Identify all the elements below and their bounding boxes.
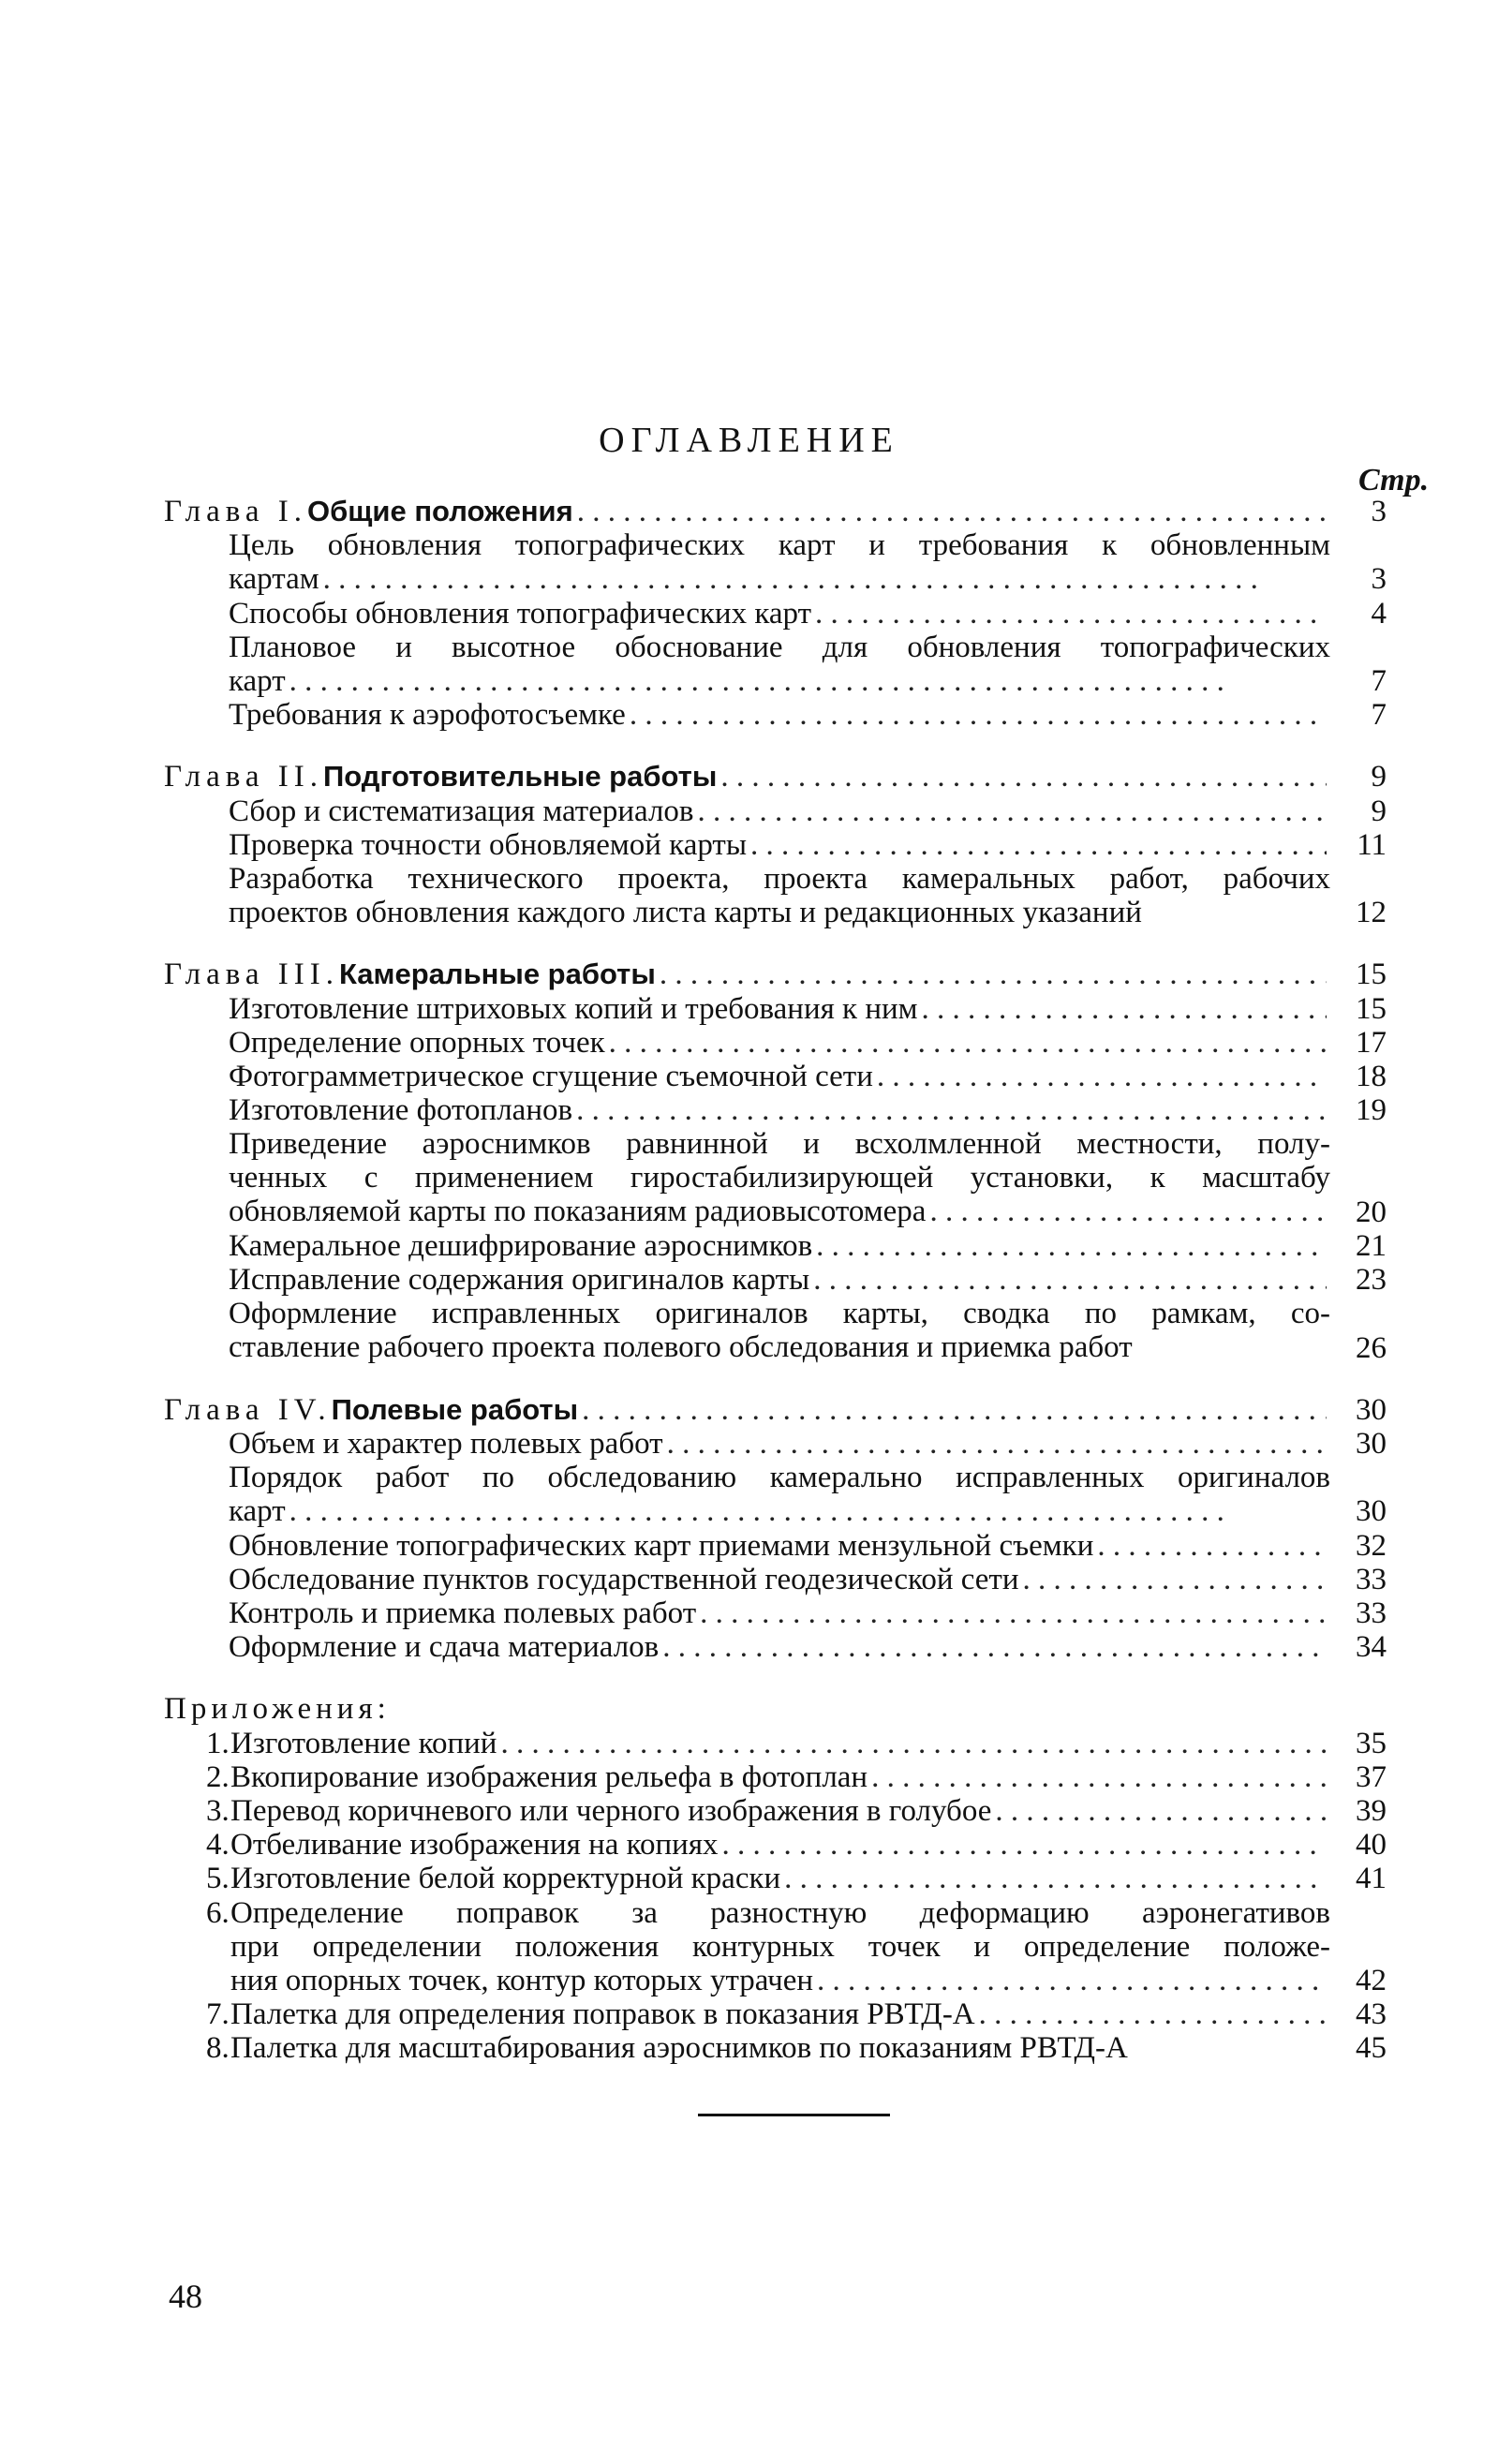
appendix-item[interactable] [206,1726,1330,1760]
toc-item[interactable] [229,698,1330,732]
entry-last-line [229,597,1330,631]
entry-line: Цель обновления топографических карт и требования к обновленным [229,528,1330,563]
leader-dots [815,597,1327,631]
entry-text: Исправление содержания оригиналов карты [229,1263,810,1298]
entry-page-number: 45 [1356,2031,1387,2066]
toc-item[interactable] [229,1529,1330,1563]
toc-item[interactable] [229,1263,1330,1297]
entry-last-line [229,1596,1330,1630]
entry-page-number: 7 [1371,664,1387,698]
entry-page-number: 33 [1356,1596,1387,1630]
toc-item[interactable] [229,1630,1330,1664]
appendix-item[interactable] [206,2031,1330,2066]
entry-last-line [229,664,1330,698]
entry-page-number: 26 [1356,1330,1387,1365]
leader-dots [667,1427,1327,1461]
entry-last-line [229,1093,1330,1127]
entry-text: Фотограмметрическое сгущение съемочной сети [229,1060,873,1093]
entry-page-number: 37 [1356,1759,1387,1794]
entry-page-number: 12 [1356,896,1387,930]
leader-dots [582,1393,1327,1427]
entry-line: Плановое и высотное обоснование для обновления топографических [229,630,1330,664]
entry-text: Камеральное дешифрирование аэроснимков [229,1229,813,1263]
chapter-label: Глава IV. [164,1392,332,1427]
entry-page-number: 9 [1371,794,1387,828]
entry-text: Способы обновления топографических карт [229,596,812,631]
entry-last-line [229,1195,1330,1228]
chapter-label: Глава II. [164,760,323,794]
entry-page-number: 32 [1356,1528,1387,1563]
entry-last-line [229,1630,1330,1664]
entry-text: Изготовление копий [230,1726,497,1760]
entry-page-number: 19 [1356,1093,1387,1128]
toc-item[interactable] [229,1297,1330,1364]
entry-text: Перевод коричневого или черного изображения в голубое [230,1794,992,1828]
entry-last-line [229,1563,1330,1596]
entry-last-line [229,992,1330,1026]
chapter-page-number: 9 [1371,760,1387,794]
leader-dots [660,957,1327,991]
leader-dots [1097,1529,1327,1563]
entry-last-line [230,1828,1330,1862]
leader-dots [577,495,1327,528]
entry-page-number: 7 [1371,698,1387,733]
entry-last-line [229,562,1330,596]
entry-last-line [229,1427,1330,1461]
chapter-heading[interactable] [164,495,1330,528]
chapter-heading[interactable] [164,760,1330,794]
entry-line: Порядок работ по обследованию камерально исправленных оригиналов [229,1461,1330,1495]
entry-line: при определении положения контурных точек и определение положе- [230,1929,1330,1964]
entry-last-line [229,1229,1330,1263]
chapter-page-number: 15 [1356,957,1387,992]
entry-page-number: 4 [1371,596,1387,631]
appendix-item[interactable] [206,1794,1330,1828]
appendix-item[interactable] [206,1862,1330,1896]
chapter-title: Камеральные работы [338,957,656,991]
entry-text: Оформление и сдача материалов [229,1630,660,1665]
entry-page-number: 33 [1356,1562,1387,1596]
closing-rule [698,2114,890,2116]
entry-page-number: 11 [1357,827,1387,862]
chapter-label: Глава III. [164,957,339,992]
chapter-heading[interactable] [164,1393,1330,1427]
leader-dots [609,1026,1327,1060]
chapter-title: Общие положения [307,495,573,527]
chapter-page-number: 30 [1356,1392,1387,1427]
toc-item[interactable] [229,631,1330,698]
entry-page-number: 18 [1356,1060,1387,1093]
entry-text: Обновление топографических карт приемами мензульной съемки [229,1528,1094,1563]
entry-text: Определение опорных точек [229,1025,605,1060]
chapter-heading[interactable] [164,957,1330,991]
entry-text: Требования к аэрофотосъемке [229,698,626,733]
entry-page-number: 15 [1356,991,1387,1026]
leader-dots [995,1794,1327,1828]
appendix-number: 8. [206,2031,230,2066]
entry-last-line [230,1964,1330,1997]
toc-item[interactable] [229,528,1330,596]
toc-item[interactable] [229,1427,1330,1461]
leader-dots [1023,1563,1327,1596]
entry-page-number: 42 [1356,1964,1387,1997]
page-column-header: Стр. [1358,463,1430,497]
appendix-number: 5. [206,1862,230,1896]
entry-text: Изготовление штриховых копий и требования к ним [229,991,918,1026]
entry-last-line [229,698,1330,732]
entry-text: Проверка точности обновляемой карты [229,827,748,862]
toc-item[interactable] [229,1127,1330,1228]
entry-text: Вкопирование изображения рельефа в фотоплан [230,1759,868,1794]
entry-line: ченных с применением гиростабилизирующей установки, к масштабу [229,1161,1330,1195]
entry-text: ния опорных точек, контур которых утрачен [230,1963,814,1997]
entry-text: Сбор и систематизация материалов [229,794,694,828]
entry-last-line [230,1794,1330,1828]
toc-item[interactable] [229,1060,1330,1093]
entry-page-number: 30 [1356,1494,1387,1529]
entry-last-line [230,1760,1330,1794]
entry-line: Разработка технического проекта, проекта камеральных работ, рабочих [229,862,1330,896]
toc-item[interactable] [229,794,1330,828]
leader-dots [323,562,1327,596]
leader-dots [662,1630,1327,1664]
entry-page-number: 43 [1356,1997,1387,2032]
toc-item[interactable] [229,1563,1330,1596]
entry-line: Приведение аэроснимков равнинной и всхолмленной местности, полу- [229,1127,1330,1162]
appendix-number: 3. [206,1794,230,1828]
page-number: 48 [169,2278,202,2315]
appendix-number: 4. [206,1828,230,1863]
appendix-item[interactable] [206,1759,1330,1794]
appendix-number: 7. [206,1997,230,2032]
toc-item[interactable] [229,862,1330,929]
entry-text: Палетка для масштабирования аэроснимков по показаниям РВТД-А [230,2031,1128,2066]
entry-last-line [229,1330,1330,1364]
entry-page-number: 41 [1356,1862,1387,1896]
entry-last-line [230,2031,1330,2065]
entry-page-number: 35 [1356,1726,1387,1760]
chapter-title: Подготовительные работы [322,760,718,794]
entry-text: проектов обновления каждого листа карты и редакционных указаний [229,896,1142,929]
entry-last-line [229,1263,1330,1297]
entry-last-line [229,1494,1330,1528]
entry-last-line [230,1862,1330,1895]
entry-text: Объем и характер полевых работ [229,1427,663,1461]
entry-text: Отбеливание изображения на копиях [230,1828,719,1863]
toc-item[interactable] [229,992,1330,1026]
leader-dots [922,992,1327,1026]
entry-page-number: 30 [1356,1427,1387,1461]
entry-line: Оформление исправленных оригиналов карты, сводка по рамкам, со- [229,1297,1330,1331]
appendices-heading: Приложения: [164,1692,391,1727]
leader-dots [750,828,1327,862]
entry-last-line [229,1026,1330,1060]
leader-dots [813,1263,1327,1297]
chapter-title: Полевые работы [331,1392,579,1426]
entry-last-line [229,828,1330,862]
leader-dots [500,1727,1327,1760]
entry-page-number: 40 [1356,1828,1387,1863]
entry-text: Обследование пунктов государственной геодезической сети [229,1562,1019,1596]
leader-dots [816,1229,1327,1263]
chapter-page-number: 3 [1371,495,1387,528]
leader-dots [871,1760,1327,1794]
entry-line: Определение поправок за разностную деформацию аэронегативов [230,1895,1330,1930]
page-title: ОГЛАВЛЕНИЕ [599,421,899,460]
leader-dots [929,1195,1327,1228]
entry-page-number: 3 [1371,562,1387,597]
entry-page-number: 20 [1356,1195,1387,1229]
toc-item[interactable] [229,1093,1330,1127]
chapter-row [164,1393,1330,1427]
entry-text: Изготовление белой корректурной краски [230,1862,781,1896]
entry-last-line [230,1727,1330,1760]
chapter-label: Глава I. [164,495,307,528]
entry-last-line [229,794,1330,828]
entry-text: обновляемой карты по показаниям радиовысотомера [229,1195,927,1229]
appendix-item[interactable] [206,1895,1330,1997]
leader-dots [289,1494,1327,1528]
entry-text: Палетка для определения поправок в показания РВТД-А [230,1997,975,2032]
entry-last-line [229,896,1330,929]
entry-text: карт [229,663,286,698]
leader-dots [877,1060,1327,1093]
leader-dots [576,1093,1327,1127]
appendix-number: 2. [206,1759,230,1794]
entry-page-number: 39 [1356,1794,1387,1828]
appendix-item[interactable] [206,1828,1330,1863]
toc-item[interactable] [229,1026,1330,1060]
toc-item[interactable] [229,1461,1330,1528]
entry-page-number: 34 [1356,1630,1387,1665]
chapter-row [164,957,1330,991]
leader-dots [700,1596,1327,1630]
toc-item[interactable] [229,1229,1330,1263]
appendix-item[interactable] [206,1997,1330,2032]
leader-dots [722,1828,1327,1862]
entry-last-line [230,1997,1330,2031]
appendix-number: 6. [206,1895,230,1930]
toc-item[interactable] [229,597,1330,631]
entry-page-number: 17 [1356,1025,1387,1060]
entry-last-line [229,1060,1330,1093]
entry-text: карт [229,1494,286,1529]
toc-item[interactable] [229,1596,1330,1630]
appendix-number: 1. [206,1726,230,1760]
leader-dots [630,698,1327,732]
leader-dots [720,760,1327,794]
toc-item[interactable] [229,828,1330,862]
entry-text: ставление рабочего проекта полевого обследования и приемка работ [229,1330,1133,1365]
chapter-row [164,495,1330,528]
leader-dots [784,1862,1327,1895]
entry-text: Изготовление фотопланов [229,1093,573,1128]
leader-dots [979,1997,1327,2031]
leader-dots [817,1964,1327,1997]
entry-last-line [229,1529,1330,1563]
chapter-row [164,760,1330,794]
entry-text: Контроль и приемка полевых работ [229,1596,697,1630]
entry-text: картам [229,562,319,597]
entry-page-number: 21 [1356,1229,1387,1263]
entry-page-number: 23 [1356,1263,1387,1298]
leader-dots [289,664,1327,698]
leader-dots [698,794,1327,828]
